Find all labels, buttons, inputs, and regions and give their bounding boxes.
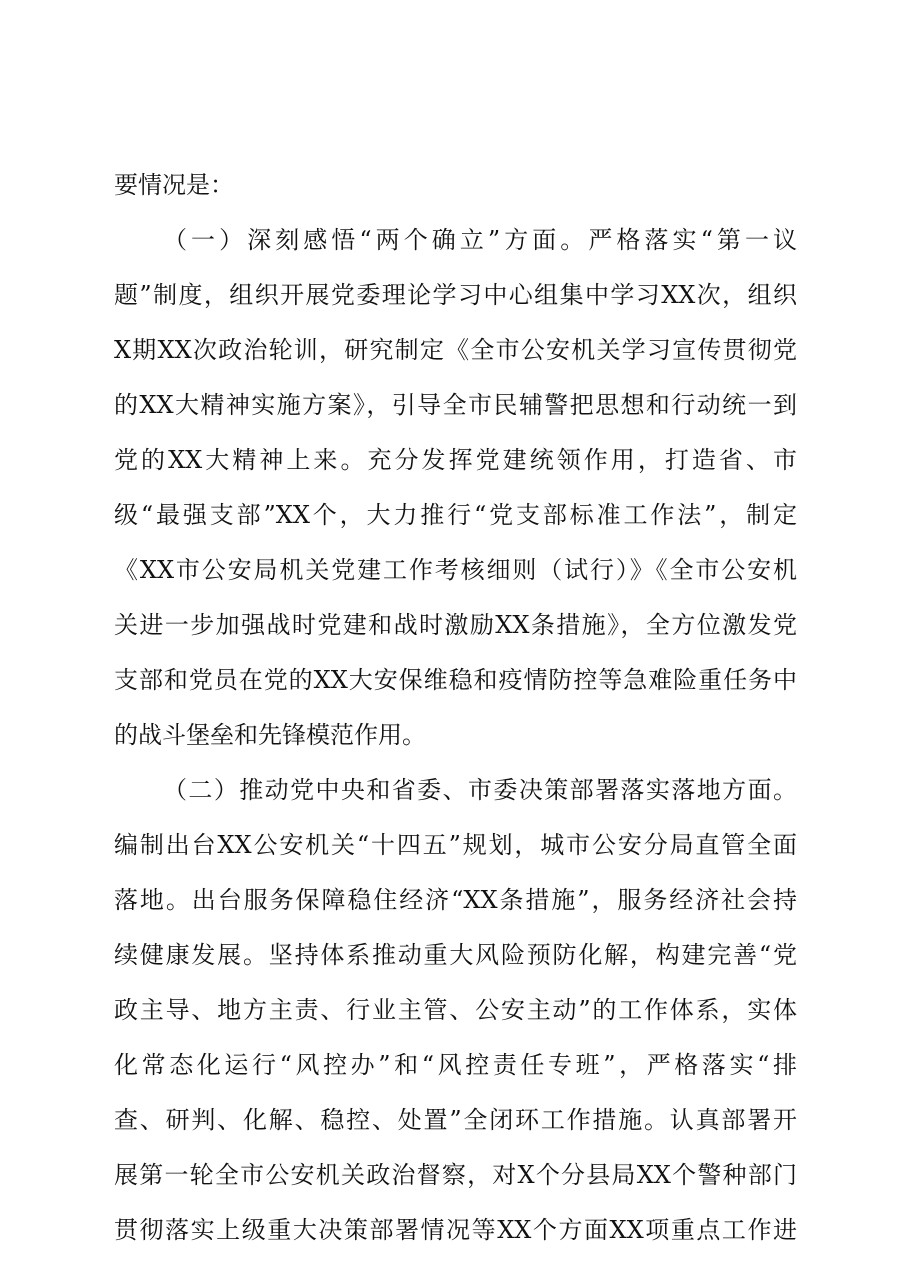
text-line-13: 编制出台XX公安机关“十四五”规划，城市公安分局直管全面	[114, 831, 797, 859]
text-line-08: 《XX市公安局机关党建工作考核细则（试行）》《全市公安机	[114, 556, 797, 584]
text-line-11: 的战斗堡垒和先锋模范作用。	[114, 721, 426, 749]
text-line-09: 关进一步加强战时党建和战时激励XX条措施》，全方位激发党	[114, 611, 797, 639]
text-line-17: 化常态化运行“风控办”和“风控责任专班”，严格落实“排	[114, 1051, 797, 1079]
text-line-18: 查、研判、化解、稳控、处置”全闭环工作措施。认真部署开	[114, 1106, 797, 1134]
text-line-12: （二）推动党中央和省委、市委决策部署落实落地方面。	[163, 776, 797, 804]
text-line-14: 落地。出台服务保障稳住经济“XX条措施”，服务经济社会持	[114, 886, 797, 914]
text-line-16: 政主导、地方主责、行业主管、公安主动”的工作体系，实体	[114, 996, 797, 1024]
text-line-10: 支部和党员在党的XX大安保维稳和疫情防控等急难险重任务中	[114, 666, 797, 694]
text-line-19: 展第一轮全市公安机关政治督察，对X个分县局XX个警种部门	[114, 1161, 797, 1189]
text-line-15: 续健康发展。坚持体系推动重大风险预防化解，构建完善“党	[114, 941, 797, 969]
text-line-20: 贯彻落实上级重大决策部署情况等XX个方面XX项重点工作进	[114, 1216, 797, 1244]
text-line-01: 要情况是：	[114, 171, 234, 199]
text-line-02: （一）深刻感悟“两个确立”方面。严格落实“第一议	[163, 226, 797, 254]
text-line-03: 题”制度，组织开展党委理论学习中心组集中学习XX次，组织	[114, 281, 797, 309]
text-line-05: 的XX大精神实施方案》，引导全市民辅警把思想和行动统一到	[114, 391, 797, 419]
text-line-04: X期XX次政治轮训，研究制定《全市公安机关学习宣传贯彻党	[114, 336, 797, 364]
text-line-06: 党的XX大精神上来。充分发挥党建统领作用，打造省、市	[114, 446, 797, 474]
text-line-07: 级“最强支部”XX个，大力推行“党支部标准工作法”，制定	[114, 501, 797, 529]
